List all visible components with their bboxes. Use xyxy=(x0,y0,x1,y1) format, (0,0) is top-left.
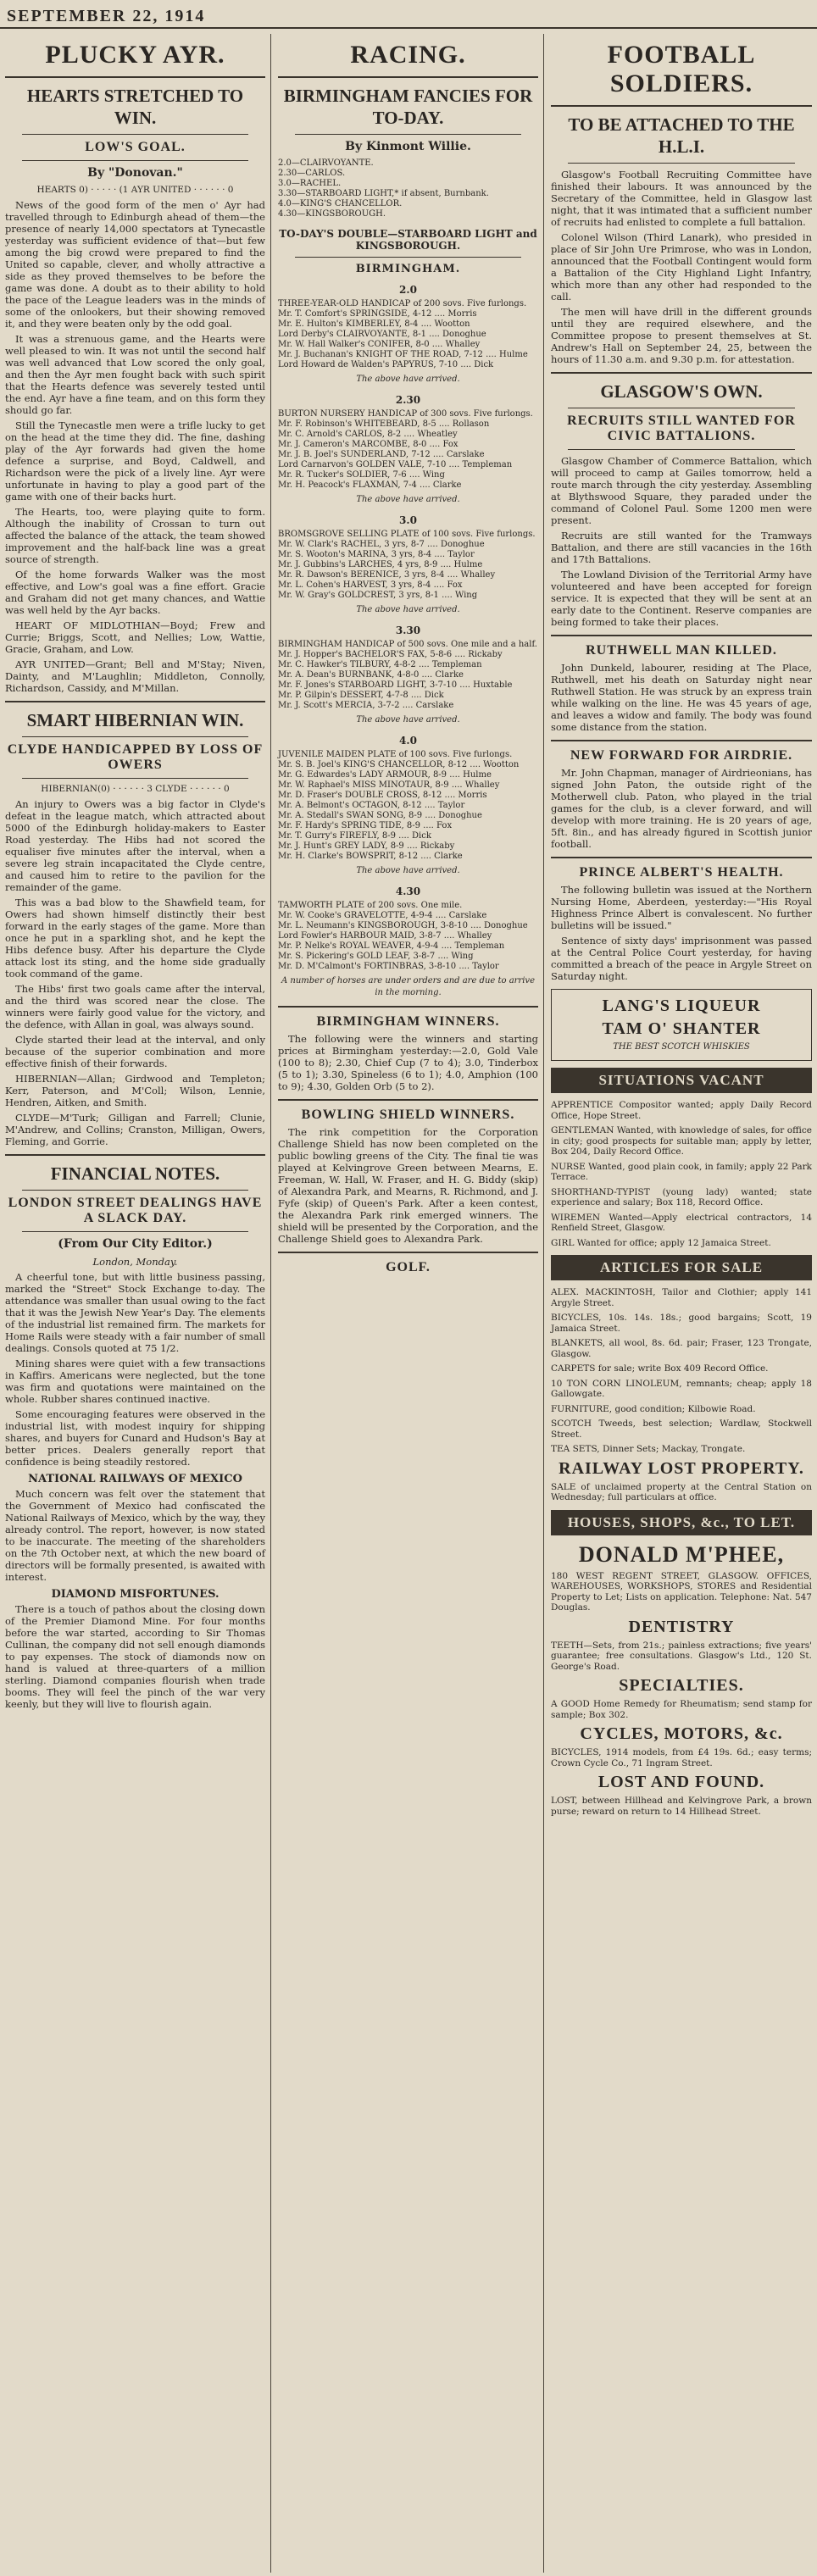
meeting-title: BIRMINGHAM. xyxy=(355,263,461,275)
classified-ad: SALE of unclaimed property at the Central Station on Wednesday; full particulars at office. xyxy=(551,1481,812,1502)
race-time: 4.30 xyxy=(395,886,421,897)
race-entry: Mr. T. Comfort's SPRINGSIDE, 4-12 .... Morris xyxy=(278,309,477,319)
cycles-heading: CYCLES, MOTORS, &c. xyxy=(580,1724,783,1743)
deck-hli: TO BE ATTACHED TO THE H.L.I. xyxy=(568,114,795,157)
article-paragraph: The Hearts, too, were playing quite to form. Although the inability of Crossan to turn out affected the balance of the attack, the team showed improvement and the half-back line was a great source of strength. xyxy=(5,506,265,565)
race-entry: Mr. C. Hawker's TILBURY, 4-8-2 .... Templeman xyxy=(278,660,482,669)
from-city-editor: (From Our City Editor.) xyxy=(58,1237,213,1251)
classified-ad: BLANKETS, all wool, 8s. 6d. pair; Fraser, 123 Trongate, Glasgow. xyxy=(551,1338,812,1359)
article-paragraph: The following were the winners and starting prices at Birmingham yesterday:—2.0, Gold Vale (100 to 8); 2.30, Chief Cup (7 to 4); 3.0, Tinderbox (5 to 1); 3.30, Spineless (6 to 1); 4.0, Amphion (100 to 9); 4.30, Golden Orb (5 to 2). xyxy=(278,1033,538,1092)
race-block xyxy=(278,514,538,616)
specialties-heading: SPECIALTIES. xyxy=(619,1676,744,1695)
divider xyxy=(22,160,248,161)
classified-ad: BICYCLES, 1914 models, from £4 19s. 6d.; easy terms; Crown Cycle Co., 71 Ingram Street. xyxy=(551,1747,812,1768)
score-line: HEARTS 0) · · · · · (1 AYR UNITED · · · · · · 0 xyxy=(36,185,234,195)
deck-recruits: RECRUITS STILL WANTED FOR CIVIC BATTALIONS. xyxy=(567,414,796,443)
race-title: JUVENILE MAIDEN PLATE of 100 sovs. Five furlongs. xyxy=(278,750,513,759)
race-entry: Mr. F. Jones's STARBOARD LIGHT, 3-7-10 .... Huxtable xyxy=(278,680,513,690)
divider xyxy=(278,1099,538,1101)
race-time: 2.30 xyxy=(395,394,421,406)
race-entry: Mr. P. Gilpin's DESSERT, 4-7-8 .... Dick xyxy=(278,691,444,700)
classified-ad: BICYCLES, 10s. 14s. 18s.; good bargains; Scott, 19 Jamaica Street. xyxy=(551,1313,812,1334)
race-title: THREE-YEAR-OLD HANDICAP of 200 sovs. Five furlongs. xyxy=(278,299,527,308)
article-paragraph: This was a bad blow to the Shawfield team, for Owers had shown himself distinctly their best forward in the early stages of the game. More than once he put in a sparkling shot, and he kept the Hibs defence busy. After his departure the Clyde attack lost its sting, and the home side gradually took command of the game. xyxy=(5,897,265,980)
race-entry: Mr. S. B. Joel's KING'S CHANCELLOR, 8-12 .... Wootton xyxy=(278,760,520,769)
divider xyxy=(5,701,265,702)
article-paragraph: John Dunkeld, labourer, residing at The Place, Ruthwell, met his death on Saturday night near Ruthwell Station. He was struck by an express train while walking on the line. He was 45 years of age, and leaves a widow and family. The body was found some distance from the station. xyxy=(551,662,812,733)
divider xyxy=(278,76,538,78)
race-entry: Mr. D. M'Calmont's FORTINBRAS, 3-8-10 .... Taylor xyxy=(278,962,499,971)
headline-golf: GOLF. xyxy=(386,1260,431,1274)
race-entry: Mr. T. Gurry's FIREFLY, 8-9 .... Dick xyxy=(278,831,431,841)
ad-line: LANG'S LIQUEUR xyxy=(602,997,761,1015)
deck-birmingham-fancies: BIRMINGHAM FANCIES FOR TO-DAY. xyxy=(283,86,533,128)
article-paragraph: The Hibs' first two goals came after the interval, and the third was scored near the close. The winners were fairly good value for the victory, and the defence, with Allan in goal, was always sound. xyxy=(5,983,265,1030)
race-title: TAMWORTH PLATE of 200 sovs. One mile. xyxy=(278,901,463,910)
tip-line: 2.30—CARLOS. xyxy=(278,169,346,178)
article-paragraph: The rink competition for the Corporation Challenge Shield has now been completed on the public bowling greens of the City. The final tie was played at Kelvingrove Green between Mearns, E. Freeman, W. Hall, W. Fraser, and H. G. Biddy (skip) of Alexandra Park, and Mearns, R. Richmond, and J. Fyfe (skip) of Queen's Park. After a keen contest, the Alexandra Park rink emerged winners. The shield will be presented by the Corporation, and the Challenge Shield goes to Alexandra Park. xyxy=(278,1126,538,1245)
article-paragraph: Recruits are still wanted for the Tramways Battalion, and there are still vacancies in the 16th and 17th Battalions. xyxy=(551,530,812,565)
divider xyxy=(551,740,812,741)
classified-ad: NURSE Wanted, good plain cook, in family; apply 22 Park Terrace. xyxy=(551,1161,813,1182)
race-entry: Mr. J. B. Joel's SUNDERLAND, 7-12 .... Carslake xyxy=(278,450,485,459)
subhead-diamond: DIAMOND MISFORTUNES. xyxy=(51,1588,220,1601)
team-line: HEART OF MIDLOTHIAN—Boyd; Frew and Currie; Briggs, Scott, and Nellies; Low, Wattie, Gracie, Graham, and Low. xyxy=(5,619,265,655)
divider xyxy=(551,105,812,107)
race-entry: Mr. W. Gray's GOLDCREST, 3 yrs, 8-1 .... Wing xyxy=(278,591,478,600)
divider xyxy=(551,857,812,858)
article-paragraph: News of the good form of the men o' Ayr had travelled through to Edinburgh ahead of them—the presence of nearly 14,000 spectators at Tynecastle yesterday was sufficient evidence of that—but few among the big crowd were prepared to find the United so capable, clever, and wholly attractive a side as they proved themselves to be before the game was done. A doubt as to their ability to hold the pace of the League leaders was in the minds of some of the onlookers, but their showing removed it, and they were beaten only by the odd goal. xyxy=(5,199,265,330)
article-paragraph: Glasgow's Football Recruiting Committee have finished their labours. It was announced by the Secretary of the Committee, held in Glasgow last night, that it was intimated that a sufficient number of recruits had enlisted to complete a full battalion. xyxy=(551,169,812,228)
race-title: BURTON NURSERY HANDICAP of 300 sovs. Five furlongs. xyxy=(278,409,533,419)
articles-for-sale-heading: ARTICLES FOR SALE xyxy=(551,1255,812,1280)
race-entry: Mr. S. Wooton's MARINA, 3 yrs, 8-4 .... Taylor xyxy=(278,550,475,559)
classified-ad: GENTLEMAN Wanted, with knowledge of sales, for office in city; good prospects for suitable man; apply by letter, Box 204, Daily Record Office. xyxy=(551,1125,812,1157)
dateline-london: London, Monday. xyxy=(92,1256,178,1268)
race-entry: Mr. C. Arnold's CARLOS, 8-2 .... Wheatley xyxy=(278,430,458,439)
race-entry: Mr. P. Nelke's ROYAL WEAVER, 4-9-4 .... Templeman xyxy=(278,941,505,951)
headline-hibernian: SMART HIBERNIAN WIN. xyxy=(26,710,244,730)
race-entry: Mr. W. Cooke's GRAVELOTTE, 4-9-4 .... Carslake xyxy=(278,911,487,920)
situations-vacant-heading: SITUATIONS VACANT xyxy=(551,1068,812,1093)
article-paragraph: The Lowland Division of the Territorial Army have volunteered and have been accepted for foreign service. It is expected that they will be sent at an early date to the Continent. Reserve companies are being formed to take their places. xyxy=(551,569,812,628)
race-time: 2.0 xyxy=(399,284,417,296)
divider xyxy=(568,449,795,450)
divider xyxy=(295,257,521,258)
donald-mphee-heading: DONALD M'PHEE, xyxy=(578,1541,785,1567)
article-paragraph: Mr. John Chapman, manager of Airdrieonians, has signed John Paton, the outside right of the Motherwell club. Paton, who played in the trial games for the club, is a clever forward, and will develop with more training. He is 20 years of age, 5ft. 8in., and has already figured in Scottish junior football. xyxy=(551,767,812,850)
article-paragraph: Some encouraging features were observed in the industrial list, with modest inquiry for shipping shares, and buyers for Cunard and Hudson's Bay at better prices. Dealers generally report that confidence is being steadily restored. xyxy=(5,1408,265,1468)
race-note: The above have arrived. xyxy=(356,866,460,875)
classified-ad: SCOTCH Tweeds, best selection; Wardlaw, Stockwell Street. xyxy=(551,1418,812,1440)
race-entry: Mr. E. Hulton's KIMBERLEY, 8-4 .... Wootton xyxy=(278,319,470,329)
divider xyxy=(278,1006,538,1008)
article-paragraph: Colonel Wilson (Third Lanark), who presided in place of Sir John Ure Primrose, who was in London, announced that the Football Contingent would form a Battalion of the City Highland Light Infantry, which more than any other had responded to the call. xyxy=(551,231,812,303)
classified-ad: APPRENTICE Compositor wanted; apply Daily Record Office, Hope Street. xyxy=(551,1100,812,1121)
headline-ruthwell: RUTHWELL MAN KILLED. xyxy=(586,643,777,658)
dentistry-heading: DENTISTRY xyxy=(628,1617,735,1636)
tip-line: 2.0—CLAIRVOYANTE. xyxy=(278,158,374,168)
divider xyxy=(278,1252,538,1253)
race-entry: Mr. L. Neumann's KINGSBOROUGH, 3-8-10 .... Donoghue xyxy=(278,921,528,930)
race-entry: Mr. F. Hardy's SPRING TIDE, 8-9 .... Fox xyxy=(278,821,453,830)
classified-ad: LOST, between Hillhead and Kelvingrove Park, a brown purse; reward on return to 14 Hillhead Street. xyxy=(551,1796,812,1817)
classified-ad: GIRL Wanted for office; apply 12 Jamaica Street. xyxy=(551,1237,771,1248)
classified-ad: CARPETS for sale; write Box 409 Record Office. xyxy=(551,1363,769,1374)
race-note: The above have arrived. xyxy=(356,715,460,724)
race-block xyxy=(278,886,538,999)
article-paragraph: Much concern was felt over the statement that the Government of Mexico had confiscated the National Railways of Mexico, which by the way, they already control. The report, however, is now stated to be inaccurate. The meeting of the shareholders on the 7th October next, at which the new board of directors will be formally presented, is awaited with interest. xyxy=(5,1488,265,1583)
subhead-mexico: NATIONAL RAILWAYS OF MEXICO xyxy=(28,1473,242,1485)
classified-ad: 10 TON CORN LINOLEUM, remnants; cheap; apply 18 Gallowgate. xyxy=(551,1378,812,1399)
divider xyxy=(22,736,248,737)
race-time: 3.30 xyxy=(395,625,421,636)
headline-prince-albert: PRINCE ALBERT'S HEALTH. xyxy=(579,865,784,880)
tip-line: 3.30—STARBOARD LIGHT,* if absent, Burnbank. xyxy=(278,189,489,198)
railway-lost-property-heading: RAILWAY LOST PROPERTY. xyxy=(559,1458,804,1478)
column-racing xyxy=(273,34,544,2573)
race-entry: Mr. L. Cohen's HARVEST, 3 yrs, 8-4 .... Fox xyxy=(278,580,463,590)
divider xyxy=(22,1190,248,1191)
race-entry: Mr. F. Robinson's WHITEBEARD, 8-5 .... Rollason xyxy=(278,419,490,429)
article-paragraph: Clyde started their lead at the interval, and only because of the superior combination and more effective finish of their forwards. xyxy=(5,1034,265,1069)
race-time: 3.0 xyxy=(399,514,417,526)
article-paragraph: An injury to Owers was a big factor in Clyde's defeat in the league match, which attracted about 5000 of the Edinburgh holiday-makers to Easter Road yesterday. The Hibs had not scored the equaliser five minutes after the interval, when a severe leg strain incapacitated the Clyde centre, and caused him to retire to the pavilion for the remainder of the game. xyxy=(5,798,265,893)
race-entry: Mr. J. Hunt's GREY LADY, 8-9 .... Rickaby xyxy=(278,841,455,851)
deck-london-street: LONDON STREET DEALINGS HAVE A SLACK DAY. xyxy=(8,1196,263,1225)
race-entry: Mr. W. Raphael's MISS MINOTAUR, 8-9 .... Whalley xyxy=(278,780,500,790)
lost-found-heading: LOST AND FOUND. xyxy=(597,1773,765,1791)
headline-bowling: BOWLING SHIELD WINNERS. xyxy=(301,1108,515,1122)
classified-ad: ALEX. MACKINTOSH, Tailor and Clothier; apply 141 Argyle Street. xyxy=(551,1287,812,1308)
article-paragraph: Sentence of sixty days' imprisonment was passed at the Central Police Court yesterday, for having committed a breach of the peace in Argyle Street on Saturday night. xyxy=(551,935,812,982)
divider xyxy=(5,76,265,78)
headline-airdrie: NEW FORWARD FOR AIRDRIE. xyxy=(570,748,793,763)
subhead-lows-goal: LOW'S GOAL. xyxy=(85,140,186,154)
classified-ad: A GOOD Home Remedy for Rheumatism; send stamp for sample; Box 302. xyxy=(551,1699,812,1720)
divider xyxy=(551,635,812,636)
race-entry: Lord Derby's CLAIRVOYANTE, 8-1 .... Donoghue xyxy=(278,330,486,339)
divider xyxy=(568,163,795,164)
race-entry: Mr. W. Clark's RACHEL, 3 yrs, 8-7 .... Donoghue xyxy=(278,540,485,549)
whisky-advert xyxy=(551,989,812,1061)
race-entry: Mr. R. Dawson's BERENICE, 3 yrs, 8-4 .... Whalley xyxy=(278,570,496,580)
race-entry: Mr. A. Belmont's OCTAGON, 8-12 .... Taylor xyxy=(278,801,465,810)
deck-hearts: HEARTS STRETCHED TO WIN. xyxy=(26,86,244,128)
race-entry: Mr. H. Peacock's FLAXMAN, 7-4 .... Clarke xyxy=(278,480,462,490)
race-entry: Lord Carnarvon's GOLDEN VALE, 7-10 .... Templeman xyxy=(278,460,513,469)
race-entry: Mr. R. Tucker's SOLDIER, 7-6 .... Wing xyxy=(278,470,445,480)
race-entry: Mr. H. Clarke's BOWSPRIT, 8-12 .... Clarke xyxy=(278,852,463,861)
team-line: CLYDE—M'Turk; Gilligan and Farrell; Clunie, M'Andrew, and Collins; Cranston, Milligan, Owers, Fleming, and Gorrie. xyxy=(5,1112,265,1147)
article-paragraph: The following bulletin was issued at the Northern Nursing Home, Aberdeen, yesterday:—"His Royal Highness Prince Albert is convalescent. No further bulletins will be issued." xyxy=(551,884,812,931)
race-entry: Mr. J. Buchanan's KNIGHT OF THE ROAD, 7-12 .... Hulme xyxy=(278,350,528,359)
race-note: The above have arrived. xyxy=(356,375,460,384)
tip-line: 4.0—KING'S CHANCELLOR. xyxy=(278,199,403,208)
race-block xyxy=(278,284,538,386)
classified-ad: SHORTHAND-TYPIST (young lady) wanted; state experience and salary; Box 118, Record Office. xyxy=(551,1186,812,1208)
divider xyxy=(22,1231,248,1232)
tip-line: 3.0—RACHEL. xyxy=(278,179,342,188)
ad-line: THE BEST SCOTCH WHISKIES xyxy=(613,1042,750,1052)
race-note: The above have arrived. xyxy=(356,495,460,504)
race-entry: Mr. J. Hopper's BACHELOR'S FAX, 5-8-6 .... Rickaby xyxy=(278,650,503,659)
race-entry: Lord Fowler's HARBOUR MAID, 3-8-7 .... Whalley xyxy=(278,931,492,941)
divider xyxy=(22,778,248,779)
classified-ad: TEETH—Sets, from 21s.; painless extractions; five years' guarantee; free consultations. Glasgow's Ltd., 120 St. George's Road. xyxy=(551,1640,812,1672)
headline-glasgows-own: GLASGOW'S OWN. xyxy=(600,381,763,402)
article-paragraph: Still the Tynecastle men were a trifle lucky to get on the head at the time they did. The fine, dashing play of the Ayr forwards had given the home defence a surprise, and Boyd, Caldwell, and Richardson were the pick of a lively line. Ayr were unfortunate in having to play a good part of the game with one of their backs hurt. xyxy=(5,419,265,502)
article-paragraph: Mining shares were quiet with a few transactions in Kaffirs. Americans were neglected, but the tone was firm and quotations were maintained on the whole. Rubber shares continued inactive. xyxy=(5,1357,265,1405)
divider xyxy=(295,134,521,135)
classified-ad: TEA SETS, Dinner Sets; Mackay, Trongate. xyxy=(551,1444,746,1454)
divider xyxy=(551,372,812,374)
race-block xyxy=(278,625,538,726)
dateline: SEPTEMBER 22, 1914 xyxy=(0,0,817,29)
article-paragraph: Of the home forwards Walker was the most effective, and Low's goal was a fine effort. Gracie and Graham did not get many chances, and Wattie was well held by the Ayr backs. xyxy=(5,569,265,616)
race-entry: Mr. J. Scott's MERCIA, 3-7-2 .... Carslake xyxy=(278,701,454,710)
column-sports-finance xyxy=(0,34,271,2573)
article-paragraph: A cheerful tone, but with little business passing, marked the "Street" Stock Exchange to-day. The attendance was smaller than usual owing to the fact that it was the Jewish New Year's Day. The elements of the industrial list remained firm. The markets for Home Rails were steady with a fair number of small dealings. Consols quoted at 75 1/2. xyxy=(5,1271,265,1354)
headline-racing: RACING. xyxy=(350,41,466,69)
tip-line: 4.30—KINGSBOROUGH. xyxy=(278,209,386,219)
race-entry: Mr. J. Cameron's MARCOMBE, 8-0 .... Fox xyxy=(278,440,459,449)
race-time: 4.0 xyxy=(399,735,417,747)
team-line: AYR UNITED—Grant; Bell and M'Stay; Niven, Dainty, and M'Laughlin; Middleton, Connolly, Richardson, Cassidy, and M'Millan. xyxy=(5,658,265,694)
byline: By "Donovan." xyxy=(87,166,183,180)
article-paragraph: The men will have drill in the different grounds until they are required elsewhere, and the Committee propose to present themselves at St. Andrew's Hall on September 24, 25, between the hours of 11.30 a.m. and 9.30 p.m. for attestation. xyxy=(551,306,812,365)
race-entry: Mr. D. Fraser's DOUBLE CROSS, 8-12 .... Morris xyxy=(278,791,487,800)
divider xyxy=(22,134,248,135)
classified-ad: FURNITURE, good condition; Kilbowie Road. xyxy=(551,1403,756,1414)
race-title: BROMSGROVE SELLING PLATE of 100 sovs. Five furlongs. xyxy=(278,530,536,539)
race-entry: Mr. G. Edwardes's LADY ARMOUR, 8-9 .... Hulme xyxy=(278,770,492,780)
byline-kinmont: By Kinmont Willie. xyxy=(345,140,471,153)
houses-to-let-heading: HOUSES, SHOPS, &c., TO LET. xyxy=(551,1510,812,1535)
headline-financial-notes: FINANCIAL NOTES. xyxy=(50,1163,220,1184)
score-line: HIBERNIAN(0) · · · · · · 3 CLYDE · · · · · · 0 xyxy=(41,784,230,794)
headline-football-soldiers: FOOTBALL SOLDIERS. xyxy=(607,41,756,97)
race-entry: Mr. A. Dean's BURNBANK, 4-8-0 .... Clarke xyxy=(278,670,464,680)
race-note: A number of horses are under orders and are due to arrive in the morning. xyxy=(281,976,536,997)
headline-birmingham-winners: BIRMINGHAM WINNERS. xyxy=(316,1014,500,1029)
column-news-ads xyxy=(546,34,817,2573)
todays-double: TO-DAY'S DOUBLE—STARBOARD LIGHT and KINGSBOROUGH. xyxy=(279,228,537,252)
deck-clyde: CLYDE HANDICAPPED BY LOSS OF OWERS xyxy=(7,742,264,772)
headline-plucky-ayr: PLUCKY AYR. xyxy=(45,41,225,69)
article-paragraph: It was a strenuous game, and the Hearts were well pleased to win. It was not until the second half was well advanced that Low scored the only goal, and then the Ayr men fought back with such spirit that the Hearts defence was severely tested until the end. Ayr have a fine team, and on this form they should go far. xyxy=(5,333,265,416)
race-block xyxy=(278,735,538,877)
race-entry: Mr. J. Gubbins's LARCHES, 4 yrs, 8-9 .... Hulme xyxy=(278,560,483,569)
race-entry: Mr. A. Stedall's SWAN SONG, 8-9 .... Donoghue xyxy=(278,811,482,820)
race-title: BIRMINGHAM HANDICAP of 500 sovs. One mile and a half. xyxy=(278,640,537,649)
article-paragraph: Glasgow Chamber of Commerce Battalion, which will proceed to camp at Gailes tomorrow, held a route march through the city yesterday. Assembling at Blythswood Square, they paraded under the command of Colonel Paul. Some 1200 men were present. xyxy=(551,455,812,526)
ad-line: TAM O' SHANTER xyxy=(602,1019,761,1038)
race-entry: Mr. W. Hall Walker's CONIFER, 8-0 .... Whalley xyxy=(278,340,481,349)
race-block xyxy=(278,394,538,506)
race-entry: Lord Howard de Walden's PAPYRUS, 7-10 .... Dick xyxy=(278,360,494,369)
team-line: HIBERNIAN—Allan; Girdwood and Templeton; Kerr, Paterson, and M'Coll; Wilson, Lennie, Hendren, Aitken, and Smith. xyxy=(5,1073,265,1108)
classified-ad: 180 WEST REGENT STREET, GLASGOW. OFFICES, WAREHOUSES, WORKSHOPS, STORES and Residential Property to Let; Lists on application. Telephone: Nat. 547 Douglas. xyxy=(551,1570,812,1613)
race-note: The above have arrived. xyxy=(356,605,460,614)
race-entry: Mr. S. Pickering's GOLD LEAF, 3-8-7 .... Wing xyxy=(278,952,474,961)
article-paragraph: There is a touch of pathos about the closing down of the Premier Diamond Mine. For four months before the war started, according to Sir Thomas Cullinan, the company did not sell enough diamonds to pay expenses. The stock of diamonds now on hand is valued at three-quarters of a million sterling. Diamond companies flourish when trade booms. They will feel the pinch of the war very keenly, but they will live to flourish again. xyxy=(5,1603,265,1710)
divider xyxy=(5,1154,265,1156)
classified-ad: WIREMEN Wanted—Apply electrical contractors, 14 Renfield Street, Glasgow. xyxy=(551,1212,812,1233)
